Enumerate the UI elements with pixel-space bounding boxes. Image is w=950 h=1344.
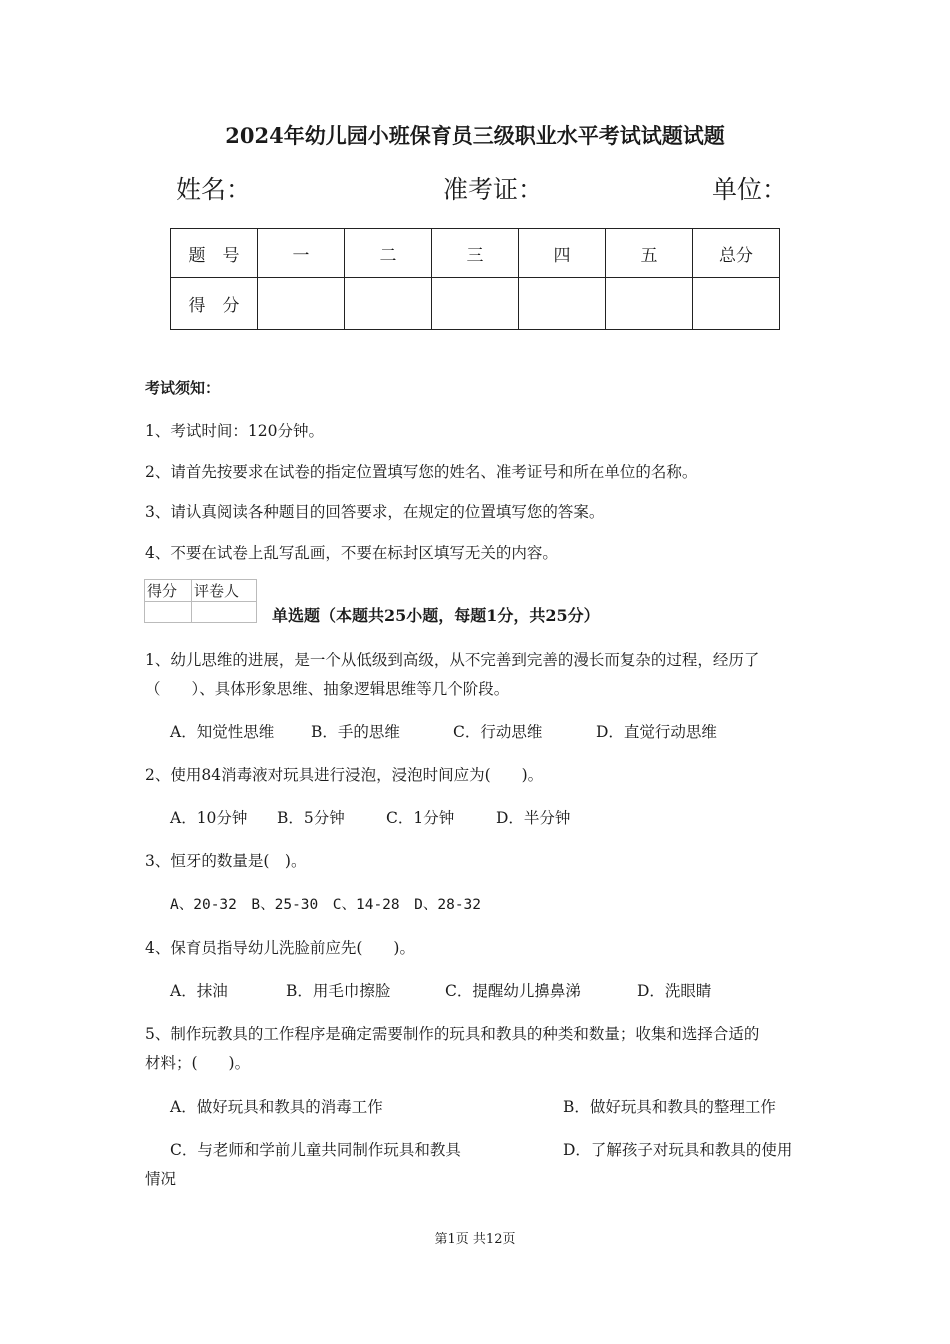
score-table-cell: 二 xyxy=(345,229,432,278)
question-1-option-a[interactable]: A．知觉性思维 xyxy=(170,723,275,741)
score-input-cell[interactable] xyxy=(432,278,519,330)
page-footer: 第1页 共12页 xyxy=(434,1232,516,1247)
question-4-stem: 4、保育员指导幼儿洗脸前应先( )。 xyxy=(145,939,415,957)
question-2-stem: 2、使用84消毒液对玩具进行浸泡，浸泡时间应为( )。 xyxy=(145,766,544,784)
notice-heading: 考试须知： xyxy=(145,379,221,397)
grader-box-score-label: 得分 xyxy=(145,580,192,602)
grader-box-grader-cell[interactable] xyxy=(192,602,257,623)
question-5-option-b[interactable]: B．做好玩具和教具的整理工作 xyxy=(563,1098,776,1116)
question-5-option-a[interactable]: A．做好玩具和教具的消毒工作 xyxy=(170,1098,383,1116)
page-title: 2024年幼儿园小班保育员三级职业水平考试试题试题 xyxy=(225,123,725,148)
question-3-stem: 3、恒牙的数量是( )。 xyxy=(145,852,307,870)
notice-item: 3、请认真阅读各种题目的回答要求，在规定的位置填写您的答案。 xyxy=(145,503,605,521)
score-input-cell[interactable] xyxy=(693,278,780,330)
question-5-stem: 5、制作玩教具的工作程序是确定需要制作的玩具和教具的种类和数量；收集和选择合适的 xyxy=(145,1025,760,1043)
question-5-option-d[interactable]: D．了解孩子对玩具和教具的使用 xyxy=(563,1141,793,1159)
question-2-option-a[interactable]: A．10分钟 xyxy=(170,809,248,827)
grader-box-grader-label: 评卷人 xyxy=(192,580,257,602)
score-input-cell[interactable] xyxy=(345,278,432,330)
question-4-option-a[interactable]: A．抹油 xyxy=(170,982,228,1000)
notice-item: 1、考试时间：120分钟。 xyxy=(145,422,324,440)
section-title: 单选题（本题共25小题，每题1分，共25分） xyxy=(272,606,600,625)
question-4-option-b[interactable]: B．用毛巾擦脸 xyxy=(286,982,391,1000)
score-table-score-row xyxy=(171,278,780,330)
score-input-cell[interactable] xyxy=(606,278,693,330)
question-1-option-d[interactable]: D．直觉行动思维 xyxy=(596,723,717,741)
question-1-option-b[interactable]: B．手的思维 xyxy=(311,723,400,741)
grader-box xyxy=(144,579,257,623)
score-table-cell: 题 号 xyxy=(171,229,258,278)
question-2-option-d[interactable]: D．半分钟 xyxy=(496,809,571,827)
score-table-cell: 五 xyxy=(606,229,693,278)
notice-item: 2、请首先按要求在试卷的指定位置填写您的姓名、准考证号和所在单位的名称。 xyxy=(145,463,698,481)
score-table-cell: 一 xyxy=(258,229,345,278)
name-label: 姓名： xyxy=(176,175,252,204)
question-5-option-c[interactable]: C．与老师和学前儿童共同制作玩具和教具 xyxy=(170,1141,461,1159)
score-table xyxy=(170,228,780,330)
score-input-cell[interactable] xyxy=(258,278,345,330)
question-5-stem-cont: 材料；( )。 xyxy=(145,1054,251,1072)
score-table-cell: 得 分 xyxy=(171,278,258,330)
score-table-cell: 四 xyxy=(519,229,606,278)
score-table-cell: 三 xyxy=(432,229,519,278)
unit-label: 单位： xyxy=(712,175,788,204)
question-5-option-d-cont: 情况 xyxy=(145,1170,177,1188)
score-table-header-row xyxy=(171,229,780,278)
question-1-stem: 1、幼儿思维的进展，是一个从低级到高级，从不完善到完善的漫长而复杂的过程，经历了 xyxy=(145,651,760,669)
question-2-option-c[interactable]: C．1分钟 xyxy=(386,809,455,827)
question-3-options[interactable]: A、20-32 B、25-30 C、14-28 D、28-32 xyxy=(170,897,482,913)
notice-item: 4、不要在试卷上乱写乱画，不要在标封区填写无关的内容。 xyxy=(145,544,558,562)
question-2-option-b[interactable]: B．5分钟 xyxy=(277,809,345,827)
question-4-option-d[interactable]: D．洗眼睛 xyxy=(637,982,712,1000)
grader-box-score-cell[interactable] xyxy=(145,602,192,623)
question-1-stem-cont: （ ）、具体形象思维、抽象逻辑思维等几个阶段。 xyxy=(145,680,510,698)
score-table-cell: 总分 xyxy=(693,229,780,278)
question-1-option-c[interactable]: C．行动思维 xyxy=(453,723,543,741)
score-input-cell[interactable] xyxy=(519,278,606,330)
question-4-option-c[interactable]: C．提醒幼儿擤鼻涕 xyxy=(445,982,581,1000)
exam-id-label: 准考证： xyxy=(443,175,544,204)
